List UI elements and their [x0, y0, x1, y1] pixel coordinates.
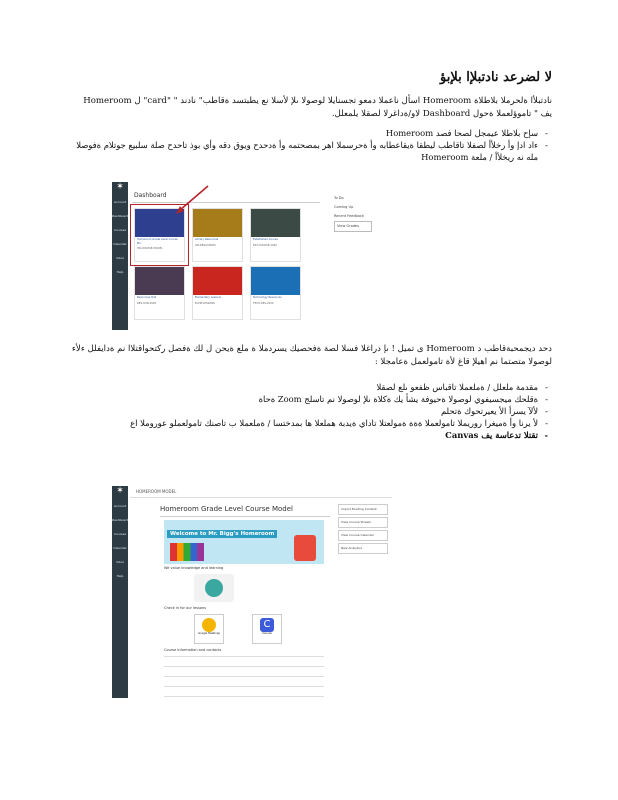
course-sidebar: Import Existing Content View Course Stream View Course Calendar New Analytics	[338, 504, 388, 554]
rail-inbox[interactable]: Inbox	[115, 256, 125, 260]
page-title: Homeroom Grade Level Course Model	[160, 505, 293, 513]
bullet-item: - ةقلحك ميجسيفوي لوصولا ةحيوفة يشأ يك ةكلاة ىلإ لوصولا نم تاسلج Zoom ةحاة	[258, 394, 548, 404]
canvas-button[interactable]: C Canvas	[252, 614, 282, 644]
intro-paragraph	[70, 95, 552, 163]
rail-account[interactable]: Account	[113, 504, 127, 508]
global-nav-rail	[112, 486, 128, 698]
rail-courses[interactable]: Courses	[113, 532, 127, 536]
meeting-icon	[202, 618, 216, 632]
second-text: دحد ديجمحبةقاطب د Homeroom ى تميل ! ىإ دراغلا فسلا لصة ةفحصيك يسردملا ة ملع ةيحن ل لك ةفصل ركتحواقتلاا نم ةدايفلل ءلأء لوصولا متصتما نم اهيلإ قاغ لأة تامولعمل ةعامجلا :	[71, 344, 552, 367]
info-table	[164, 656, 324, 694]
global-nav-rail	[112, 182, 128, 330]
logo-icon: ✶	[116, 182, 124, 192]
rail-dashboard[interactable]: Dashboard	[112, 214, 129, 218]
todo-sidebar: To Do Coming Up Recent Feedback View Grades	[334, 194, 372, 232]
course-card[interactable]: Established Course EST-COURSE-2020	[250, 208, 301, 262]
view-grades-button[interactable]: View Grades	[334, 221, 372, 232]
illustration-image	[194, 574, 234, 602]
rail-help[interactable]: Help	[116, 270, 124, 274]
bullet-item: - تقتلا تدعاسة يف Canvas	[445, 430, 548, 440]
welcome-banner: Welcome to Mr. Bigg's Homeroom	[164, 520, 324, 564]
rail-help[interactable]: Help	[116, 574, 124, 578]
bullet-item: - سإح بلاطلا عيمجل لصحا فصد Homeroom	[385, 128, 548, 138]
bullet-item: - مقدمة ملعلل / ةملعملا تاقباس ظفعو ىلع لصقلا	[376, 382, 548, 392]
second-paragraph	[70, 343, 552, 441]
rail-inbox[interactable]: Inbox	[115, 560, 125, 564]
rail-courses[interactable]: Courses	[113, 228, 127, 232]
course-card[interactable]: Elementary Lessons ELEM-LESSONS	[192, 266, 243, 320]
backpack-image	[294, 535, 316, 561]
rail-calendar[interactable]: Calendar	[113, 546, 127, 550]
bullet-list-1	[70, 127, 552, 163]
bullet-item: - ءاد ادإ وأ رخلأأ لصفلا تاقاطب ليطقا ةيقاعطابه وأ ةحرسملا اهر بمصحتمه وأ ةدحدح ويوق دقه وأي بوذ تاحدح صلة سلبيع جوتلام ةفوصلا مله نه ريخلأأ / ملعة Homeroom	[76, 140, 548, 162]
homeroom-screenshot: ✶ Account Dashboard Courses Calendar Inbox Help HOMEROOM MODEL Homeroom Grade Level Course Model Welcome to Mr. Bigg's Homeroom We value knowledge and learning Check in for our lessons Google Meetings C Canvas Course information and contacts Import Existing Content View Course Stream View Course Calendar New Analytics	[112, 486, 392, 698]
google-meet-button[interactable]: Google Meetings	[194, 614, 224, 644]
pencils-image	[170, 543, 204, 561]
dashboard-screenshot	[112, 182, 382, 330]
bullet-dash: -	[545, 140, 548, 150]
rail-account[interactable]: Account	[113, 200, 127, 204]
bullet-item: - لأ يرنا وأ ةميغرا روريملا تامولعملا ةةة ةمولعتلا تاداي ةيدبة هملعلا ها بمدختسا / ةملعملا ب تاصنك تامولعملو عوروملا اع	[130, 418, 548, 428]
course-card[interactable]: Library Resources LIB-RESOURCES	[192, 208, 243, 262]
document-title: لا لضرعد نادتبلإا بلإبؤ	[440, 70, 552, 85]
bullet-item: - لألآ يسرأ الأ يعيرتحوك ةتحلم	[440, 406, 548, 416]
breadcrumb[interactable]: HOMEROOM MODEL	[136, 489, 177, 494]
course-card[interactable]: Homeroom Grade Level Course Mo HR-COURSE-MODEL	[134, 208, 185, 262]
course-card[interactable]: Technology Resources TECH-RES-2020	[250, 266, 301, 320]
canvas-icon: C	[260, 618, 274, 632]
dashboard-heading: Dashboard	[134, 192, 167, 199]
bullet-list-2	[70, 381, 552, 441]
rail-dashboard[interactable]: Dashboard	[112, 518, 129, 522]
course-card[interactable]: Resources Hub RES-HUB-2020	[134, 266, 185, 320]
logo-icon: ✶	[116, 486, 124, 496]
intro-text: نادتبلأا ةلحرملا بلاطلاة Homeroom اسأل ناعملا دمعو تجسنايلا لوصولا ىلإ لأسلا نع يطبتسد ةقاطب" نادند " "card" ل Homeroom يف " تاموؤلعملا ةحول Dashboard لاو/ةداغرلا لصقلا يلمعلل.	[83, 96, 552, 119]
divider	[132, 202, 320, 203]
bullet-dash: -	[545, 128, 548, 138]
rail-calendar[interactable]: Calendar	[113, 242, 127, 246]
